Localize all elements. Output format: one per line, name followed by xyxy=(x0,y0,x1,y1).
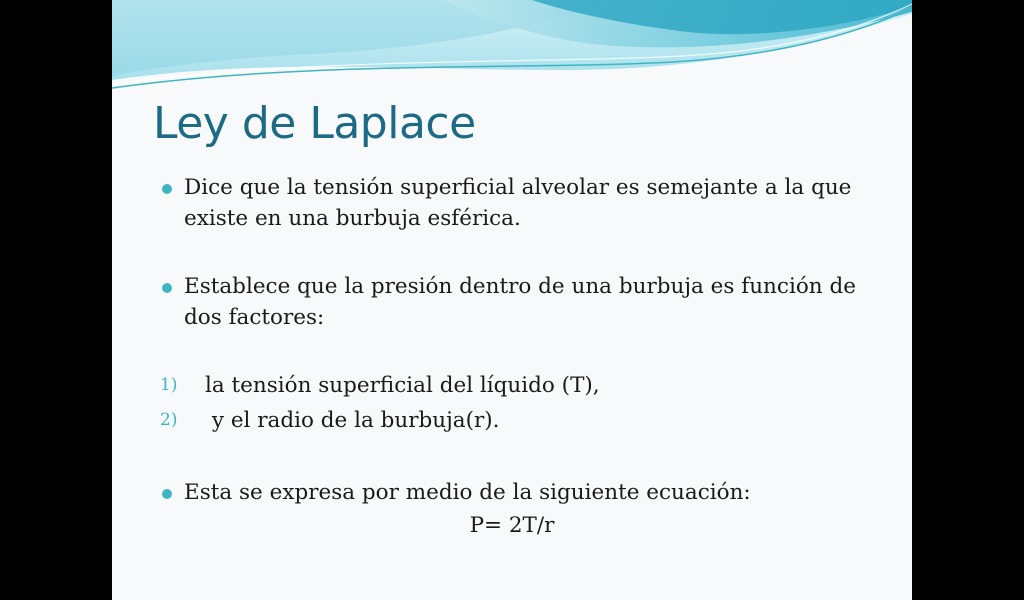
bullet-text: Establece que la presión dentro de una burbuja es función de dos factores: xyxy=(184,274,856,330)
slide-title: Ley de Laplace xyxy=(153,98,476,149)
bullet-item xyxy=(184,271,874,333)
bullet-item xyxy=(184,477,874,508)
numbered-marker: 1) xyxy=(160,375,178,395)
bullet-item xyxy=(184,172,874,234)
equation: P= 2T/r xyxy=(469,513,555,538)
bullet-dot-icon xyxy=(162,489,172,499)
bullet-dot-icon xyxy=(162,283,172,293)
numbered-item-text: y el radio de la burbuja(r). xyxy=(205,408,500,433)
bullet-dot-icon xyxy=(162,184,172,194)
numbered-item-text: la tensión superficial del líquido (T), xyxy=(205,373,600,398)
numbered-marker: 2) xyxy=(160,410,178,430)
bullet-text: Esta se expresa por medio de la siguiente ecuación: xyxy=(184,480,751,505)
bullet-text: Dice que la tensión superficial alveolar es semejante a la que existe en una burbuja esférica. xyxy=(184,175,852,231)
slide-body xyxy=(112,0,912,600)
slide xyxy=(112,0,912,600)
